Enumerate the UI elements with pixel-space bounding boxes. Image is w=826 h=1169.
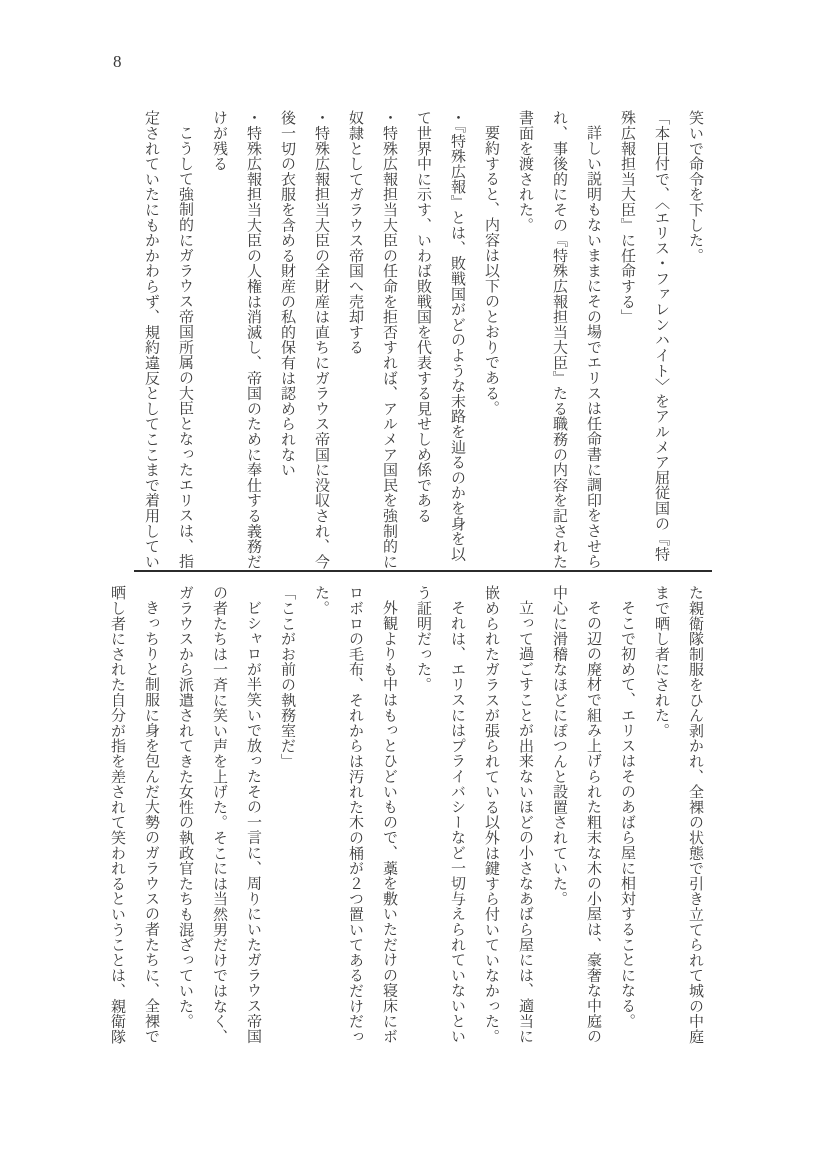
paragraph: ビシャロが半笑いで放ったその一言に、周りにいたガラウス帝国の者たちは一斉に笑い声を上げた。そこには当然男だけではなく、ガラウスから派遣されてきた女性の執政官たちも混ざっていた。 xyxy=(177,585,261,1044)
paragraph: 立って過ごすことが出来ないほどの小さなあばら屋には、適当に嵌められたガラスが張られている以外は鍵すら付いていなかった。 xyxy=(483,585,533,1044)
paragraph: 笑いで命令を下した。 xyxy=(687,110,703,263)
paragraph: 外観よりも中はもっとひどいもので、藁を敷いただけの寝床にボロボロの毛布、それからは汚れた木の桶が２つ置いてあるだけだった。 xyxy=(313,585,397,1044)
top-text-block xyxy=(134,110,712,570)
page-number: 8 xyxy=(113,52,122,71)
section-divider-rule xyxy=(134,570,712,572)
paragraph: そこで初めて、エリスはそのあばら屋に相対することになる。 xyxy=(619,600,635,1029)
bottom-text-block xyxy=(109,585,712,1047)
bullet-item: ・特殊広報担当大臣の任命を拒否すれば、アルメア国民を強制的に奴隷としてガラウス帝国へ売却する xyxy=(347,110,397,569)
dialogue-paragraph: 「ここがお前の執務室だ」 xyxy=(279,585,295,769)
paragraph: きっちりと制服に身を包んだ大勢のガラウスの者たちに、全裸で晒し者にされた自分が指を差されて笑われるということは、親衛隊 xyxy=(109,585,159,1044)
paragraph: 「本日付で、〈エリス・ファレンハイト〉をアルメア屈従国の『特殊広報担当大臣』に任命する」 xyxy=(619,110,669,562)
paragraph: 詳しい説明もないままにその場でエリスは任命書に調印をさせられ、事後的にその『特殊広報担当大臣』たる職務の内容を記された書面を渡された。 xyxy=(517,110,601,569)
paragraph: それは、エリスにはプライバシーなど一切与えられていないという証明だった。 xyxy=(415,585,465,1044)
paragraph: その辺の廃材で組み上げられた粗末な木の小屋は、豪奢な中庭の中心に滑稽なほどにぽつんと設置されていた。 xyxy=(551,585,601,1044)
bullet-item: ・『特殊広報』とは、敗戦国がどのような末路を辿るのかを身を以て世界中に示す、いわば敗戦国を代表する見せしめ係である xyxy=(415,110,465,562)
bullet-item: ・特殊広報担当大臣の人権は消滅し、帝国のために奉仕する義務だけが残る xyxy=(211,110,261,569)
bullet-item: ・特殊広報担当大臣の全財産は直ちにガラウス帝国に没収され、今後一切の衣服を含める財産の私的保有は認められない xyxy=(279,110,329,569)
paragraph: こうして強制的にガラウス帝国所属の大臣となったエリスは、指定されていたにもかかわらず、規約違反としてここまで着用してい xyxy=(143,110,193,569)
paragraph: 要約すると、内容は以下のとおりである。 xyxy=(483,125,499,416)
paragraph: た親衛隊制服をひん剥かれ、全裸の状態で引き立てられて城の中庭まで晒し者にされた。 xyxy=(653,585,703,1044)
